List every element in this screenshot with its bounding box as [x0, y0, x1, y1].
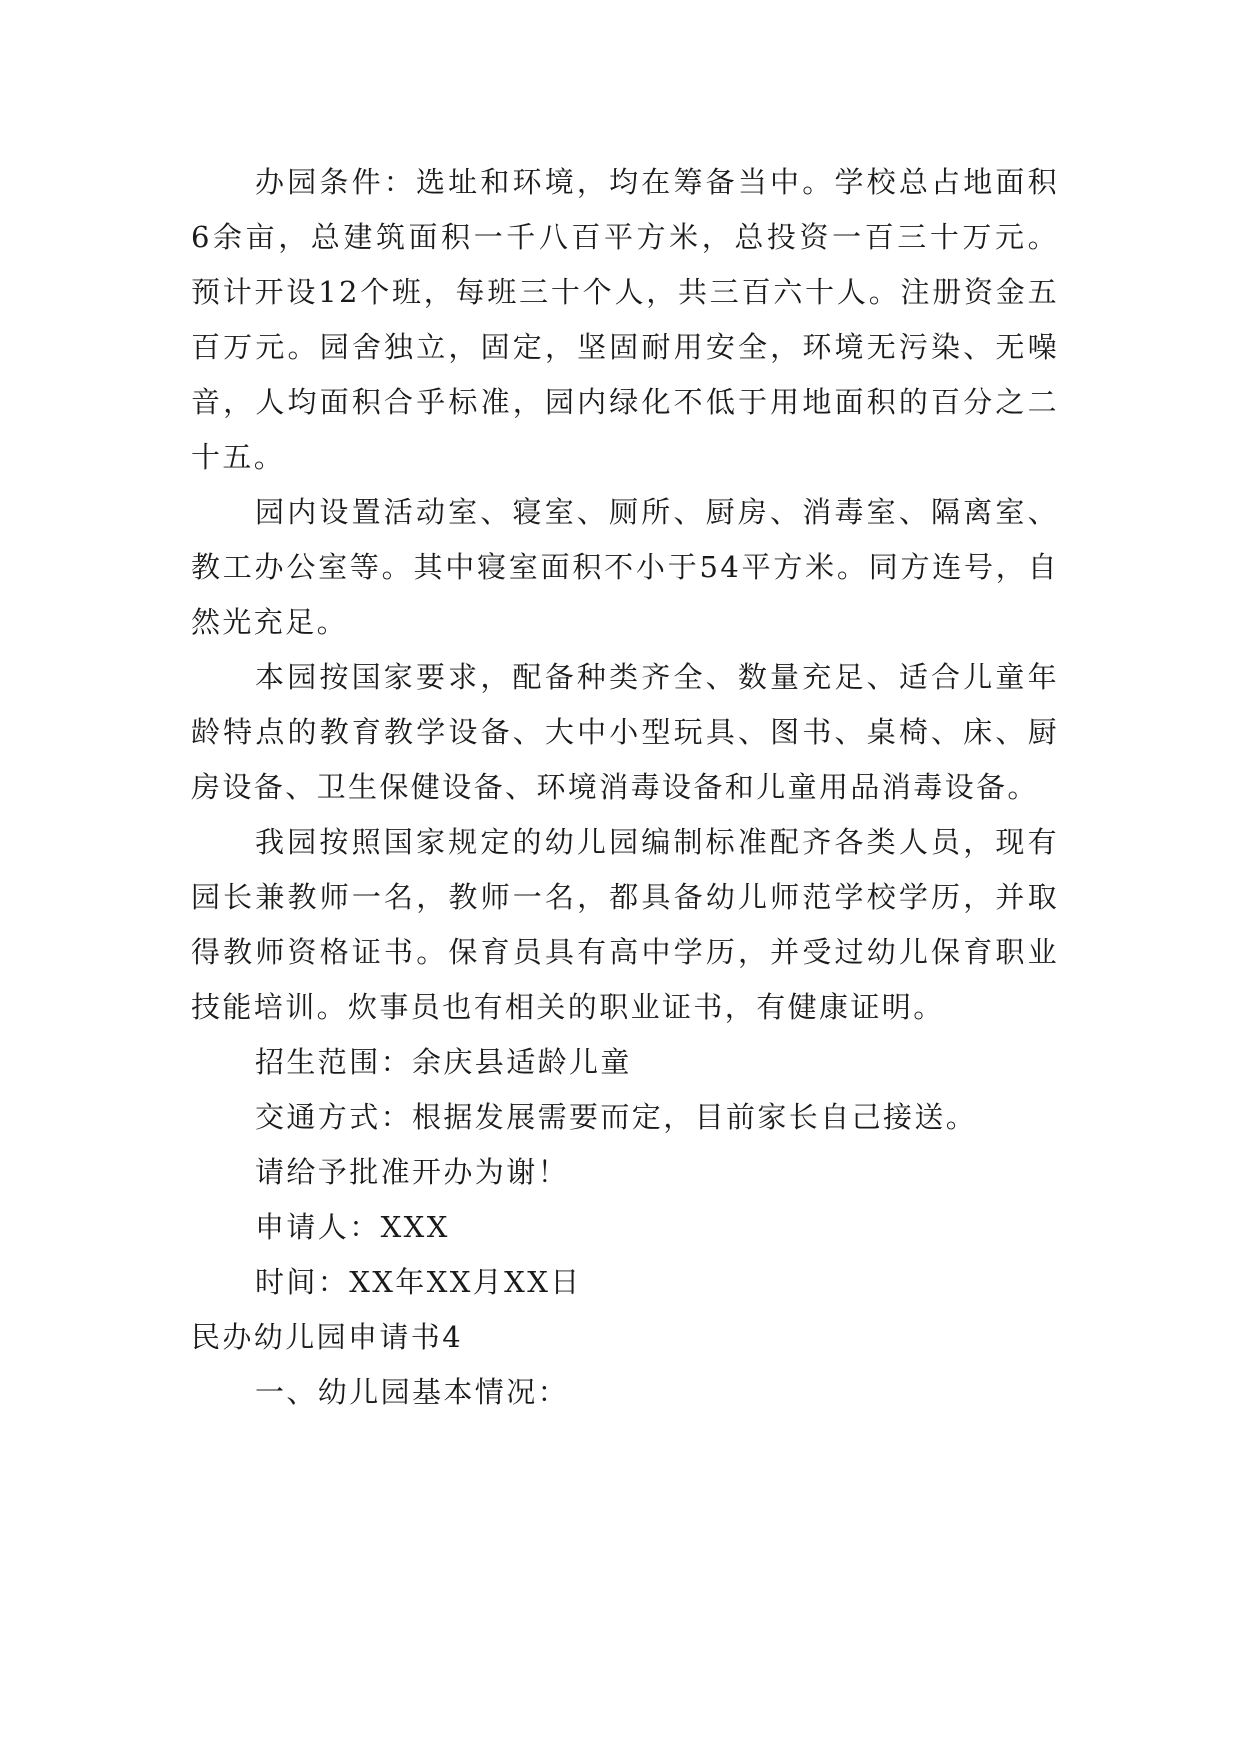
paragraph-staff: 我园按照国家规定的幼儿园编制标准配齐各类人员，现有园长兼教师一名，教师一名，都具备幼儿师范学校学历，并取得教师资格证书。保育员具有高中学历，并受过幼儿保育职业技能培训。炊事员也有相关的职业证书，有健康证明。: [191, 825, 1059, 1024]
paragraph-applicant: 申请人：XXX: [255, 1210, 450, 1244]
paragraph-transportation: 交通方式：根据发展需要而定，目前家长自己接送。: [255, 1100, 978, 1134]
paragraph-request: 请给予批准开办为谢！: [255, 1155, 570, 1189]
paragraph-enrollment-range: 招生范围：余庆县适龄儿童: [255, 1045, 632, 1079]
section-title: 民办幼儿园申请书4: [191, 1320, 464, 1354]
document-body: [191, 155, 1059, 1420]
paragraph-facilities: 园内设置活动室、寝室、厕所、厨房、消毒室、隔离室、教工办公室等。其中寝室面积不小于54平方米。同方连号，自然光充足。: [191, 495, 1059, 639]
paragraph-conditions: 办园条件：选址和环境，均在筹备当中。学校总占地面积6余亩，总建筑面积一千八百平方米，总投资一百三十万元。预计开设12个班，每班三十个人，共三百六十人。注册资金五百万元。园舍独立，固定，坚固耐用安全，环境无污染、无噪音，人均面积合乎标准，园内绿化不低于用地面积的百分之二十五。: [191, 165, 1059, 474]
subsection-heading: 一、幼儿园基本情况：: [255, 1375, 570, 1409]
paragraph-date: 时间：XX年XX月XX日: [255, 1265, 582, 1299]
paragraph-equipment: 本园按国家要求，配备种类齐全、数量充足、适合儿童年龄特点的教育教学设备、大中小型玩具、图书、桌椅、床、厨房设备、卫生保健设备、环境消毒设备和儿童用品消毒设备。: [191, 660, 1059, 804]
